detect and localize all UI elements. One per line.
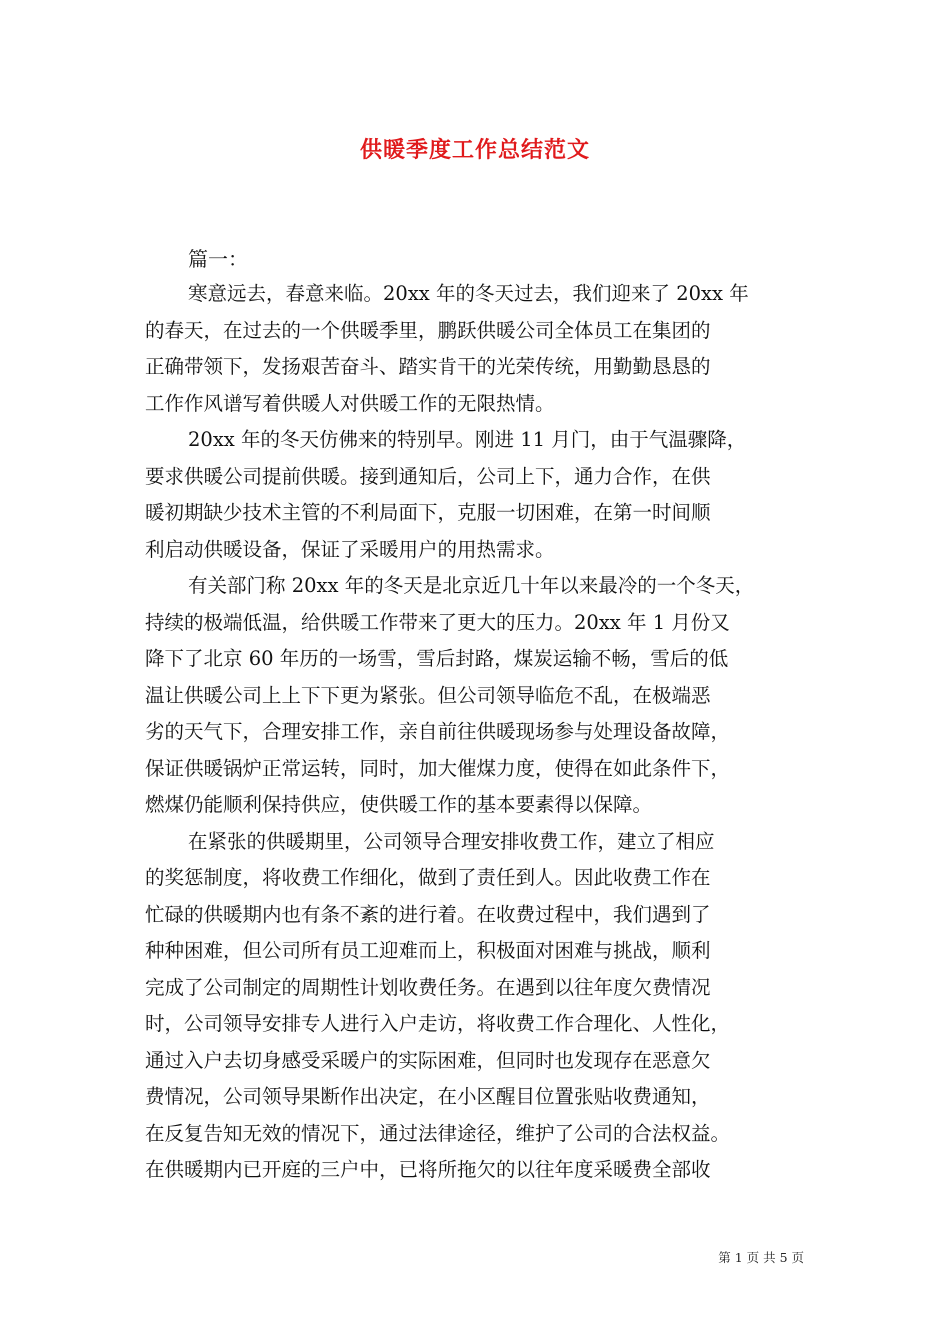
text-line: 在供暖期内已开庭的三户中，已将所拖欠的以往年度采暖费全部收	[145, 1158, 711, 1181]
text-line: 通过入户去切身感受采暖户的实际困难，但同时也发现存在恶意欠	[145, 1048, 711, 1072]
paragraph-3	[145, 568, 815, 824]
page-number-footer: 第 1 页 共 5 页	[718, 1250, 804, 1265]
text-line: 要求供暖公司提前供暖。接到通知后，公司上下，通力合作，在供	[145, 464, 711, 488]
text-line: 20xx 年的冬天仿佛来的特别早。刚进 11 月门，由于气温骤降，	[188, 428, 747, 451]
paragraph-2	[145, 422, 815, 568]
text-line: 的春天，在过去的一个供暖季里，鹏跃供暖公司全体员工在集团的	[145, 318, 711, 342]
text-line: 在反复告知无效的情况下，通过法律途径，维护了公司的合法权益。	[145, 1121, 731, 1145]
text-line: 完成了公司制定的周期性计划收费任务。在遇到以往年度欠费情况	[145, 975, 711, 999]
text-line: 暖初期缺少技术主管的不利局面下，克服一切困难，在第一时间顺	[145, 501, 711, 524]
text-line: 时，公司领导安排专人进行入户走访，将收费工作合理化、人性化，	[145, 1012, 731, 1035]
text-line: 保证供暖锅炉正常运转，同时，加大催煤力度，使得在如此条件下，	[145, 756, 731, 780]
paragraph-1	[145, 276, 815, 422]
document-title: 供暖季度工作总结范文	[359, 137, 590, 163]
section-label: 篇一：	[188, 247, 248, 271]
text-line: 工作作风谱写着供暖人对供暖工作的无限热情。	[145, 391, 555, 415]
text-line: 费情况，公司领导果断作出决定，在小区醒目位置张贴收费通知，	[145, 1085, 711, 1108]
text-line: 种种困难，但公司所有员工迎难而上，积极面对困难与挑战，顺利	[145, 939, 711, 962]
text-line: 温让供暖公司上上下下更为紧张。但公司领导临危不乱，在极端恶	[145, 683, 711, 707]
text-line: 劣的天气下，合理安排工作，亲自前往供暖现场参与处理设备故障，	[145, 720, 731, 743]
text-line: 燃煤仍能顺利保持供应，使供暖工作的基本要素得以保障。	[145, 793, 653, 816]
text-line: 持续的极端低温，给供暖工作带来了更大的压力。20xx 年 1 月份又	[145, 610, 730, 634]
text-line: 忙碌的供暖期内也有条不紊的进行着。在收费过程中，我们遇到了	[145, 902, 711, 926]
text-line: 降下了北京 60 年历的一场雪，雪后封路，煤炭运输不畅，雪后的低	[145, 647, 729, 670]
text-line: 正确带领下，发扬艰苦奋斗、踏实肯干的光荣传统，用勤勤恳恳的	[145, 355, 711, 378]
text-line: 利启动供暖设备，保证了采暖用户的用热需求。	[145, 537, 555, 561]
document-body	[145, 276, 815, 1189]
text-line: 有关部门称 20xx 年的冬天是北京近几十年以来最冷的一个冬天，	[188, 574, 755, 597]
text-line: 的奖惩制度，将收费工作细化，做到了责任到人。因此收费工作在	[145, 866, 711, 889]
text-line: 寒意远去，春意来临。20xx 年的冬天过去，我们迎来了 20xx 年	[188, 282, 749, 305]
text-line: 在紧张的供暖期里，公司领导合理安排收费工作，建立了相应	[188, 829, 715, 853]
paragraph-4	[145, 824, 815, 1189]
